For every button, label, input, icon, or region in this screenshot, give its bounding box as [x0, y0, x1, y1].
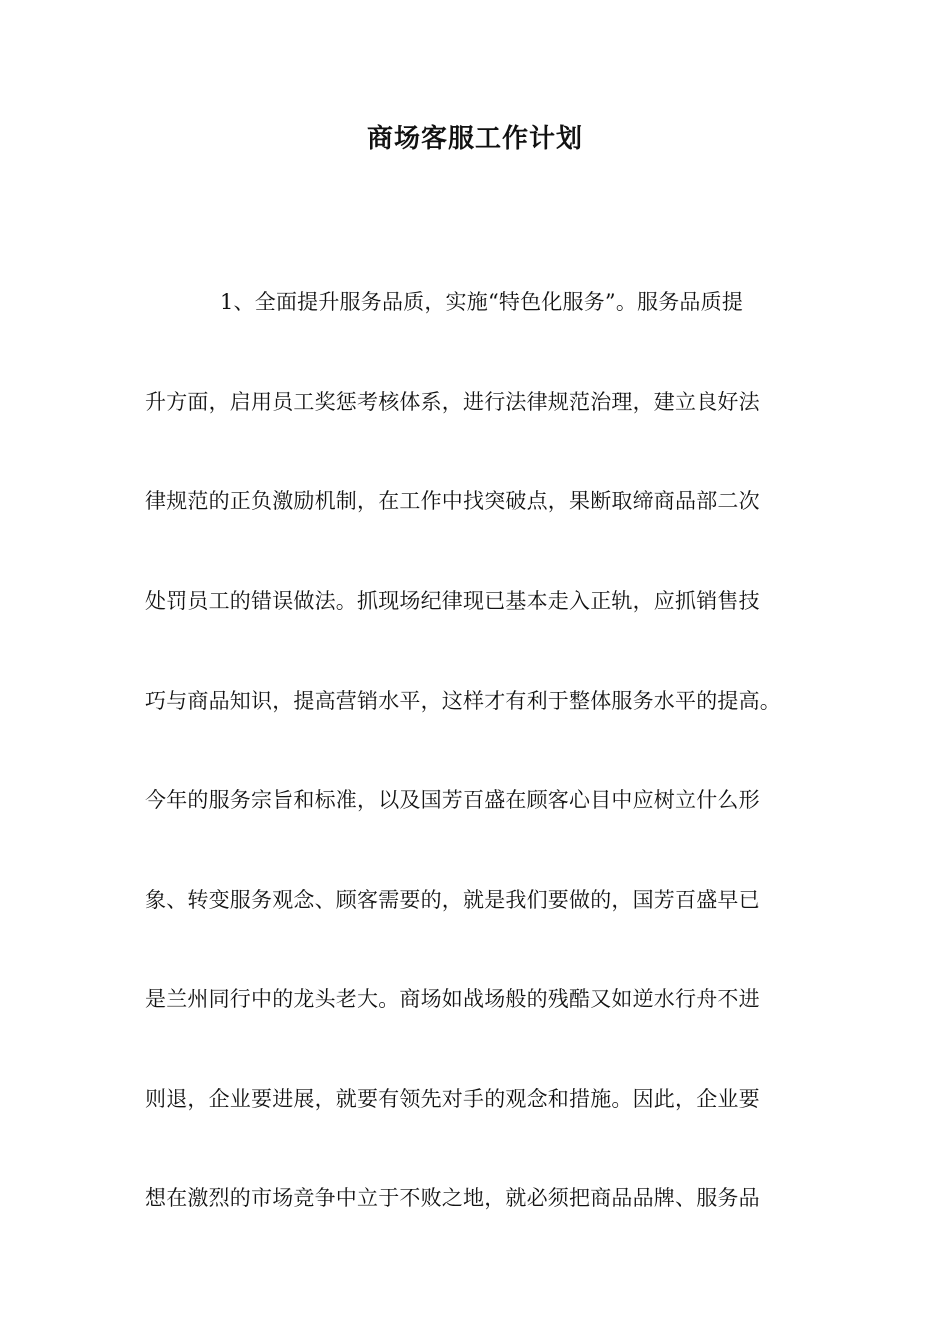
paragraph-line: 律规范的正负激励机制，在工作中找突破点，果断取缔商品部二次	[145, 489, 760, 513]
paragraph-line: 想在激烈的市场竞争中立于不败之地，就必须把商品品牌、服务品	[145, 1186, 760, 1210]
paragraph-line: 今年的服务宗旨和标准，以及国芳百盛在顾客心目中应树立什么形	[145, 788, 760, 812]
paragraph-line: 升方面，启用员工奖惩考核体系，进行法律规范治理，建立良好法	[145, 390, 760, 414]
paragraph-line: 是兰州同行中的龙头老大。商场如战场般的残酷又如逆水行舟不进	[145, 987, 760, 1011]
paragraph-line: 巧与商品知识，提高营销水平，这样才有利于整体服务水平的提高。	[145, 689, 781, 713]
paragraph-line: 1、全面提升服务品质，实施“特色化服务”。服务品质提	[220, 290, 744, 314]
document-title: 商场客服工作计划	[366, 124, 583, 154]
paragraph-line: 则退，企业要进展，就要有领先对手的观念和措施。因此，企业要	[145, 1087, 760, 1111]
paragraph-line: 处罚员工的错误做法。抓现场纪律现已基本走入正轨，应抓销售技	[145, 589, 760, 613]
paragraph-line: 象、转变服务观念、顾客需要的，就是我们要做的，国芳百盛早已	[145, 888, 760, 912]
